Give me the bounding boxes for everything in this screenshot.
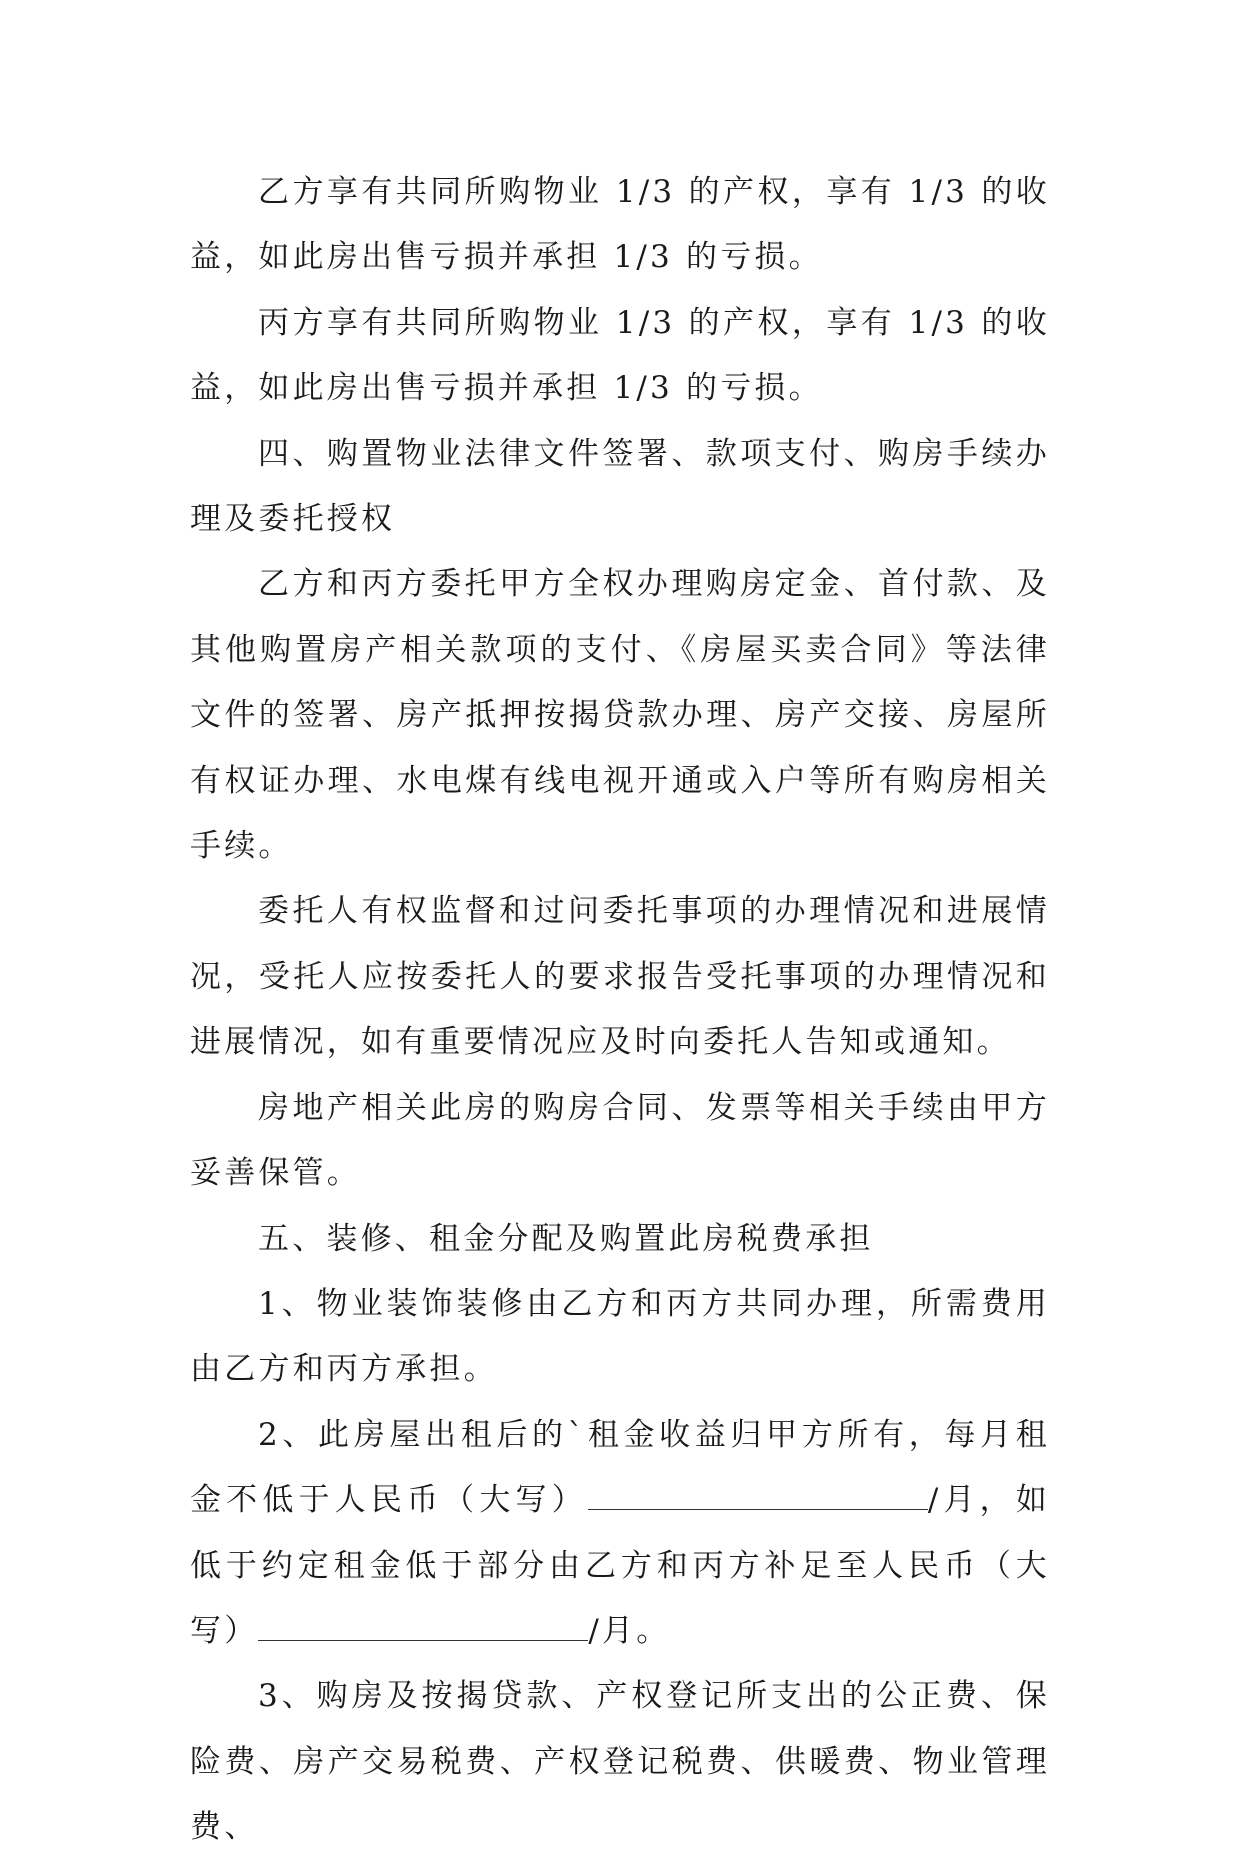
paragraph-party-b-share: 乙方享有共同所购物业 1/3 的产权，享有 1/3 的收益，如此房出售亏损并承担 1/3 的亏损。 <box>190 174 1050 276</box>
paragraph-renovation: 1、物业装饰装修由乙方和丙方共同办理，所需费用由乙方和丙方承担。 <box>190 1285 1050 1388</box>
rent-text-part2: /月，如低于约定租金低于部分由乙方和丙方补足至人民币（大写） <box>190 1482 1050 1649</box>
paragraph-fees: 3、购房及按揭贷款、产权登记所支出的公正费、保险费、房产交易税费、产权登记税费、供暖费、物业管理费、 <box>190 1678 1050 1846</box>
document-body <box>190 160 1050 1861</box>
paragraph-custody: 房地产相关此房的购房合同、发票等相关手续由甲方妥善保管。 <box>190 1089 1050 1192</box>
rent-text-part3: /月。 <box>588 1612 671 1649</box>
paragraph-rent <box>190 1403 1050 1665</box>
rent-amount-blank <box>588 1479 928 1510</box>
paragraph-party-c-share: 丙方享有共同所购物业 1/3 的产权，享有 1/3 的收益，如此房出售亏损并承担 1/3 的亏损。 <box>190 304 1050 407</box>
paragraph-supervision: 委托人有权监督和过问委托事项的办理情况和进展情况，受托人应按委托人的要求报告受托事项的办理情况和进展情况，如有重要情况应及时向委托人告知或通知。 <box>190 893 1050 1061</box>
paragraph-delegation: 乙方和丙方委托甲方全权办理购房定金、首付款、及其他购置房产相关款项的支付、《房屋买卖合同》等法律文件的签署、房产抵押按揭贷款办理、房产交接、房屋所有权证办理、水电煤有线电视开通或入户等所有购房相关手续。 <box>190 566 1050 865</box>
section-heading-four: 四、购置物业法律文件签署、款项支付、购房手续办理及委托授权 <box>190 435 1050 538</box>
section-heading-five: 五、装修、租金分配及购置此房税费承担 <box>258 1220 874 1257</box>
rent-topup-blank <box>258 1610 588 1641</box>
rent-text-part1: 2、此房屋出租后的`租金收益归甲方所有，每月租金不低于人民币（大写） <box>190 1416 1050 1519</box>
